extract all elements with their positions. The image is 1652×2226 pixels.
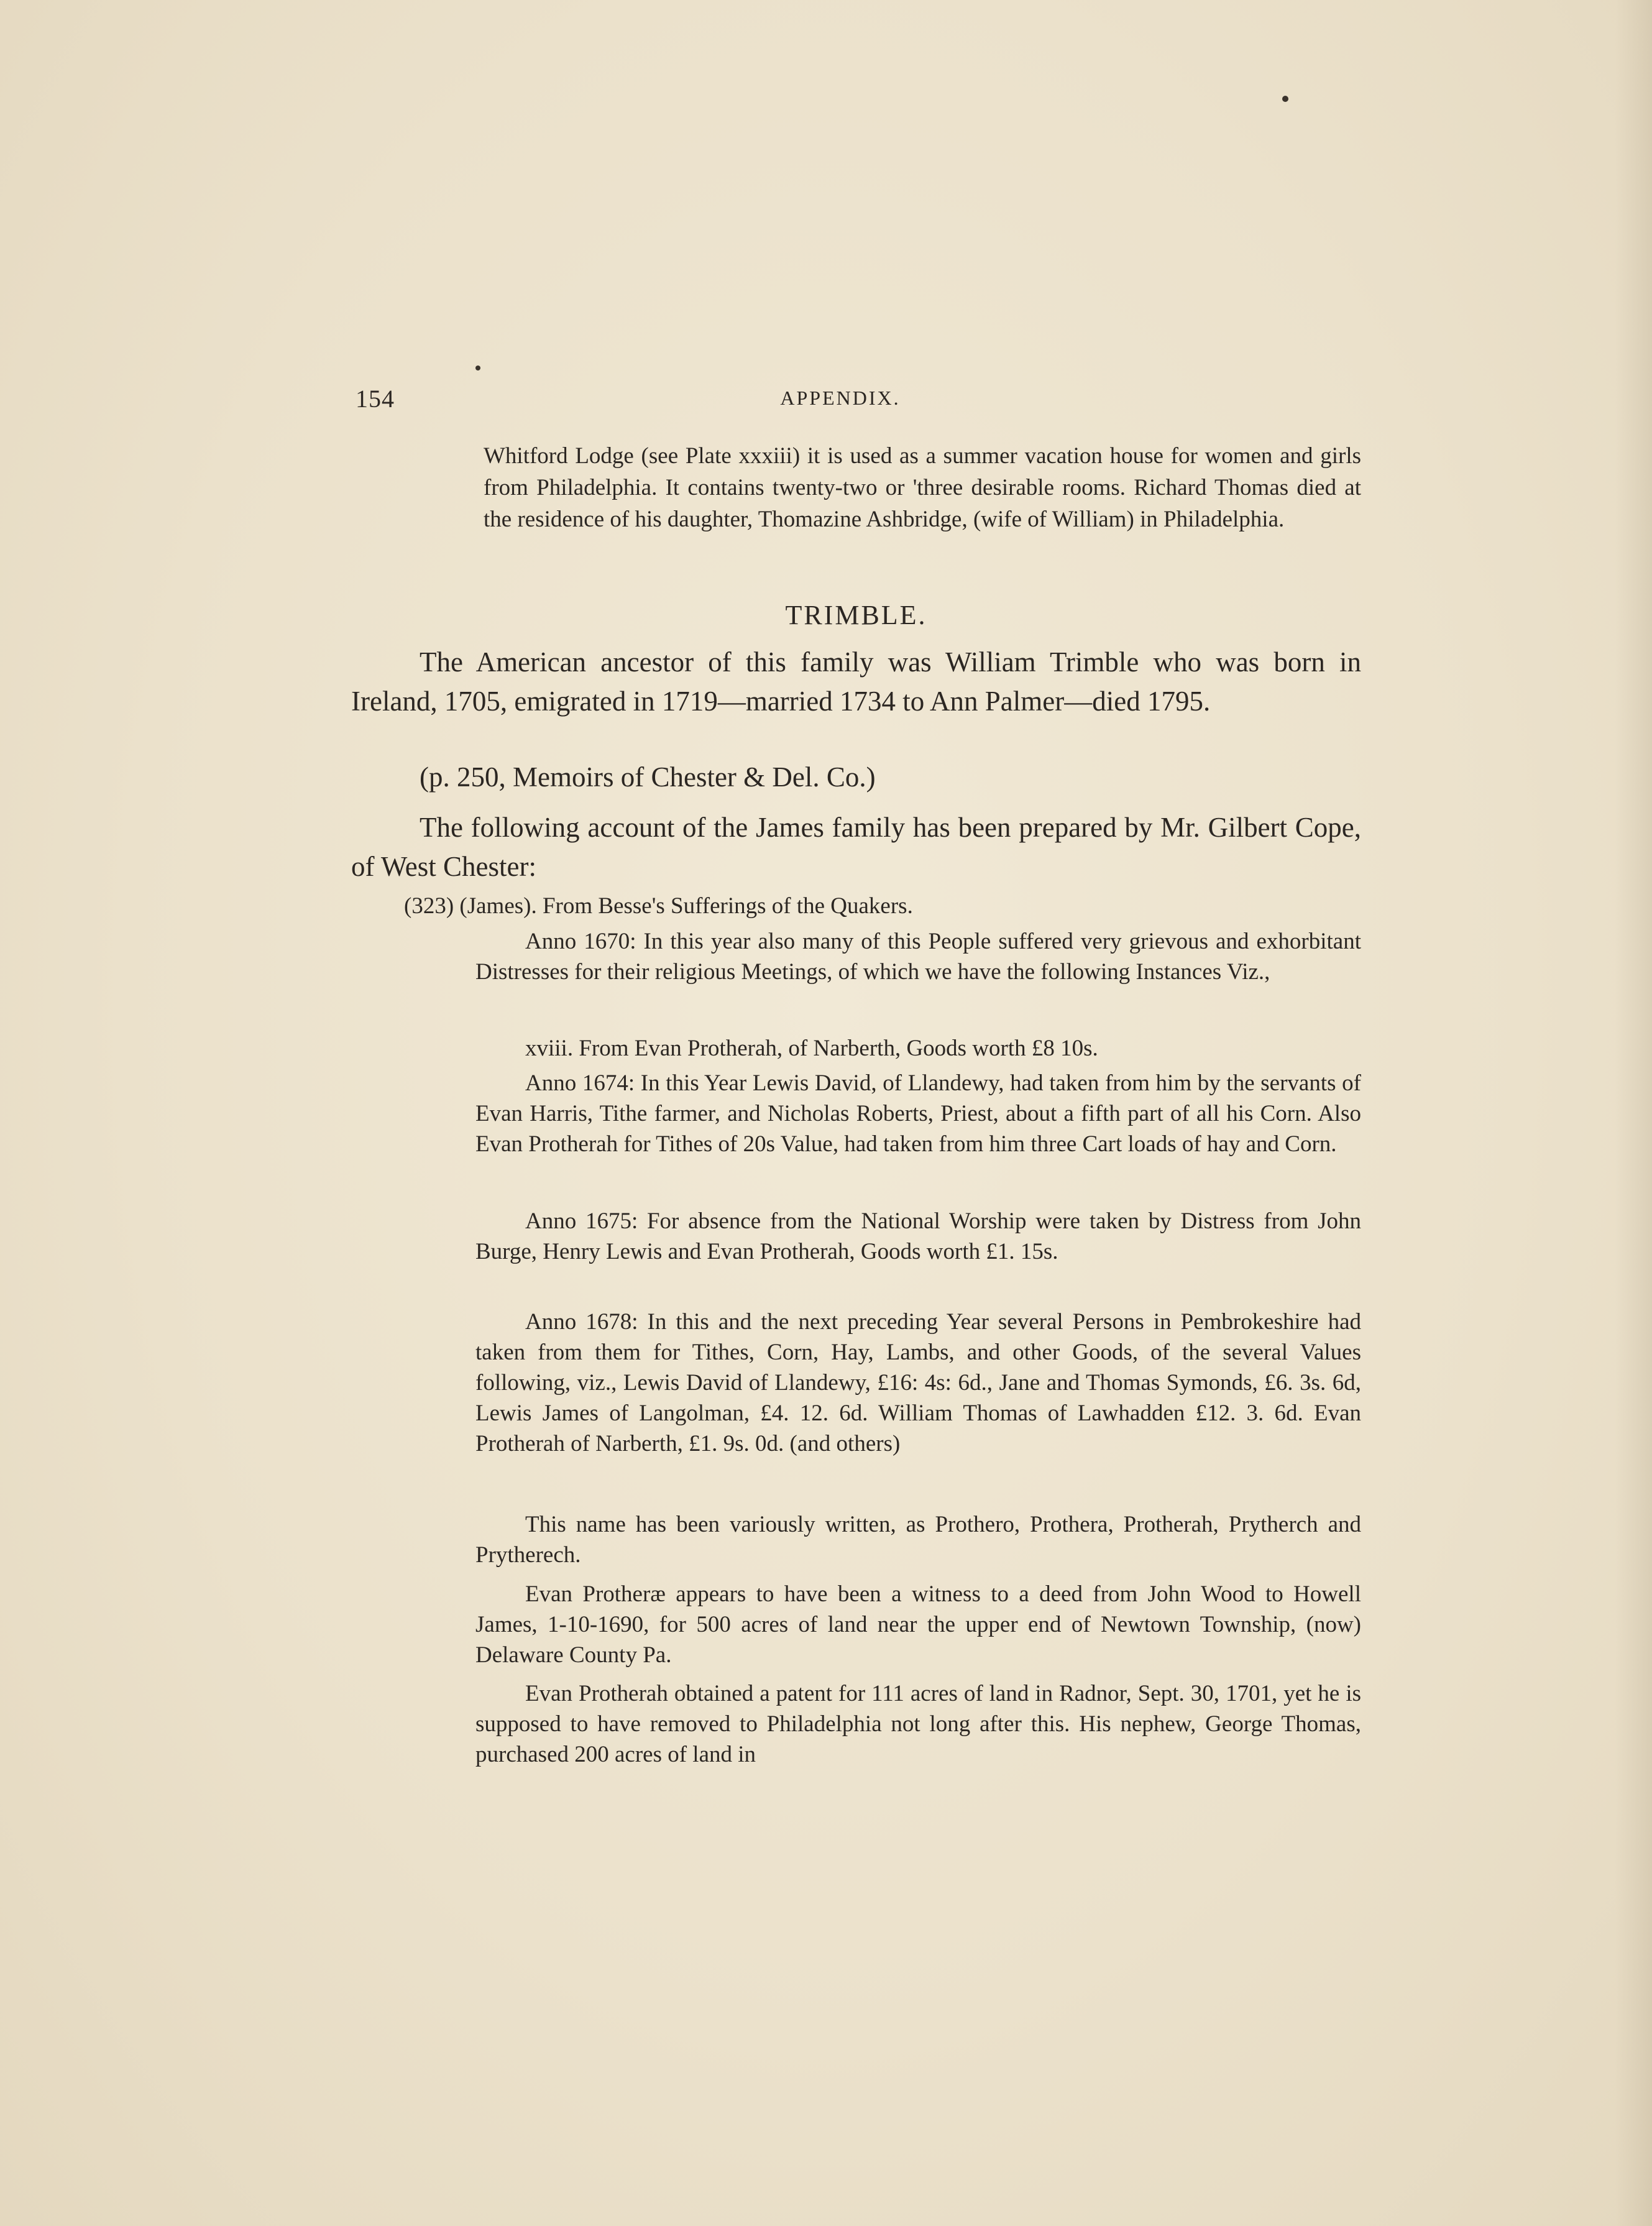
running-head: APPENDIX.: [780, 387, 901, 409]
page-edge-shadow: [1615, 0, 1652, 2226]
entry-text: Anno 1675: For absence from the National Worship were taken by Distress from John Burge, Henry Lewis and Evan Protherah, Goods worth £1. 15s.: [475, 1208, 1361, 1264]
entry-name-variants: [475, 1509, 1361, 1570]
intro-paragraph: Whitford Lodge (see Plate xxxiii) it is used as a summer vacation house for women and girls from Philadelphia. It contains twenty-two or 'three desirable rooms. Richard Thomas died at the residence of his daughter, Thomazine Ashbridge, (wife of William) in Philadelphia.: [484, 443, 1361, 532]
james-intro: The following account of the James family has been prepared by Mr. Gilbert Cope, of West Chester:: [351, 812, 1361, 882]
ink-speck: [1282, 96, 1288, 102]
section-heading: TRIMBLE.: [785, 600, 927, 630]
citation: (p. 250, Memoirs of Chester & Del. Co.): [420, 761, 876, 793]
intro-paragraph-block: [484, 440, 1361, 535]
page-header: [356, 384, 1325, 415]
entry-text: Anno 1678: In this and the next preceding Year several Persons in Pembrokeshire had taken from them for Tithes, Corn, Hay, Lambs, and other Goods, of the several Values following, viz., Lewis David of Llandewy, £16: 4s: 6d., Jane and Thomas Symonds, £6. 3s. 6d, Lewis James of Langolman, £4. 12. 6d. William Thomas of Lawhadden £12. 3. 6d. Evan Protherah of Narberth, £1. 9s. 0d. (and others): [475, 1309, 1361, 1456]
reference-text: (James). From Besse's Sufferings of the Quakers.: [459, 893, 913, 919]
entry-anno-1670: [475, 926, 1361, 987]
entry-text: Anno 1674: In this Year Lewis David, of Llandewy, had taken from him by the servants of Evan Harris, Tithe farmer, and Nicholas Roberts, Priest, about a fifth part of all his Corn. Also Evan Protherah for Tithes of 20s Value, had taken from him three Cart loads of hay and Corn.: [475, 1070, 1361, 1157]
james-intro-block: [351, 808, 1361, 886]
entry-text: Anno 1670: In this year also many of this People suffered very grievous and exhorbitant Distresses for their religious Meetings, of which we have the following Instances Viz.,: [475, 929, 1361, 985]
reference-number: (323): [404, 893, 454, 919]
entry-anno-1674: [475, 1068, 1361, 1159]
trimble-block: [351, 643, 1361, 721]
entry-xviii: [475, 1033, 1361, 1064]
entry-text: xviii. From Evan Protherah, of Narberth, Goods worth £8 10s.: [525, 1036, 1098, 1061]
entry-deed: [475, 1579, 1361, 1670]
page-number: 154: [356, 385, 395, 413]
entry-patent: [475, 1678, 1361, 1770]
entry-anno-1678: [475, 1307, 1361, 1459]
entry-text: Evan Protheræ appears to have been a witness to a deed from John Wood to Howell James, 1-10-1690, for 500 acres of land near the upper end of Newtown Township, (now) Delaware County Pa.: [475, 1581, 1361, 1668]
trimble-paragraph: The American ancestor of this family was William Trimble who was born in Ireland, 1705, emigrated in 1719—married 1734 to Ann Palmer—died 1795.: [351, 646, 1361, 717]
ink-speck: [475, 366, 480, 370]
entry-anno-1675: [475, 1206, 1361, 1267]
reference-line: [404, 890, 1361, 922]
entry-text: This name has been variously written, as Prothero, Prothera, Protherah, Prytherch and Prytherech.: [475, 1512, 1361, 1568]
entry-text: Evan Protherah obtained a patent for 111 acres of land in Radnor, Sept. 30, 1701, yet he is supposed to have removed to Philadelphia not long after this. His nephew, George Thomas, purchased 200 acres of land in: [475, 1681, 1361, 1767]
citation-block: [351, 758, 1361, 797]
